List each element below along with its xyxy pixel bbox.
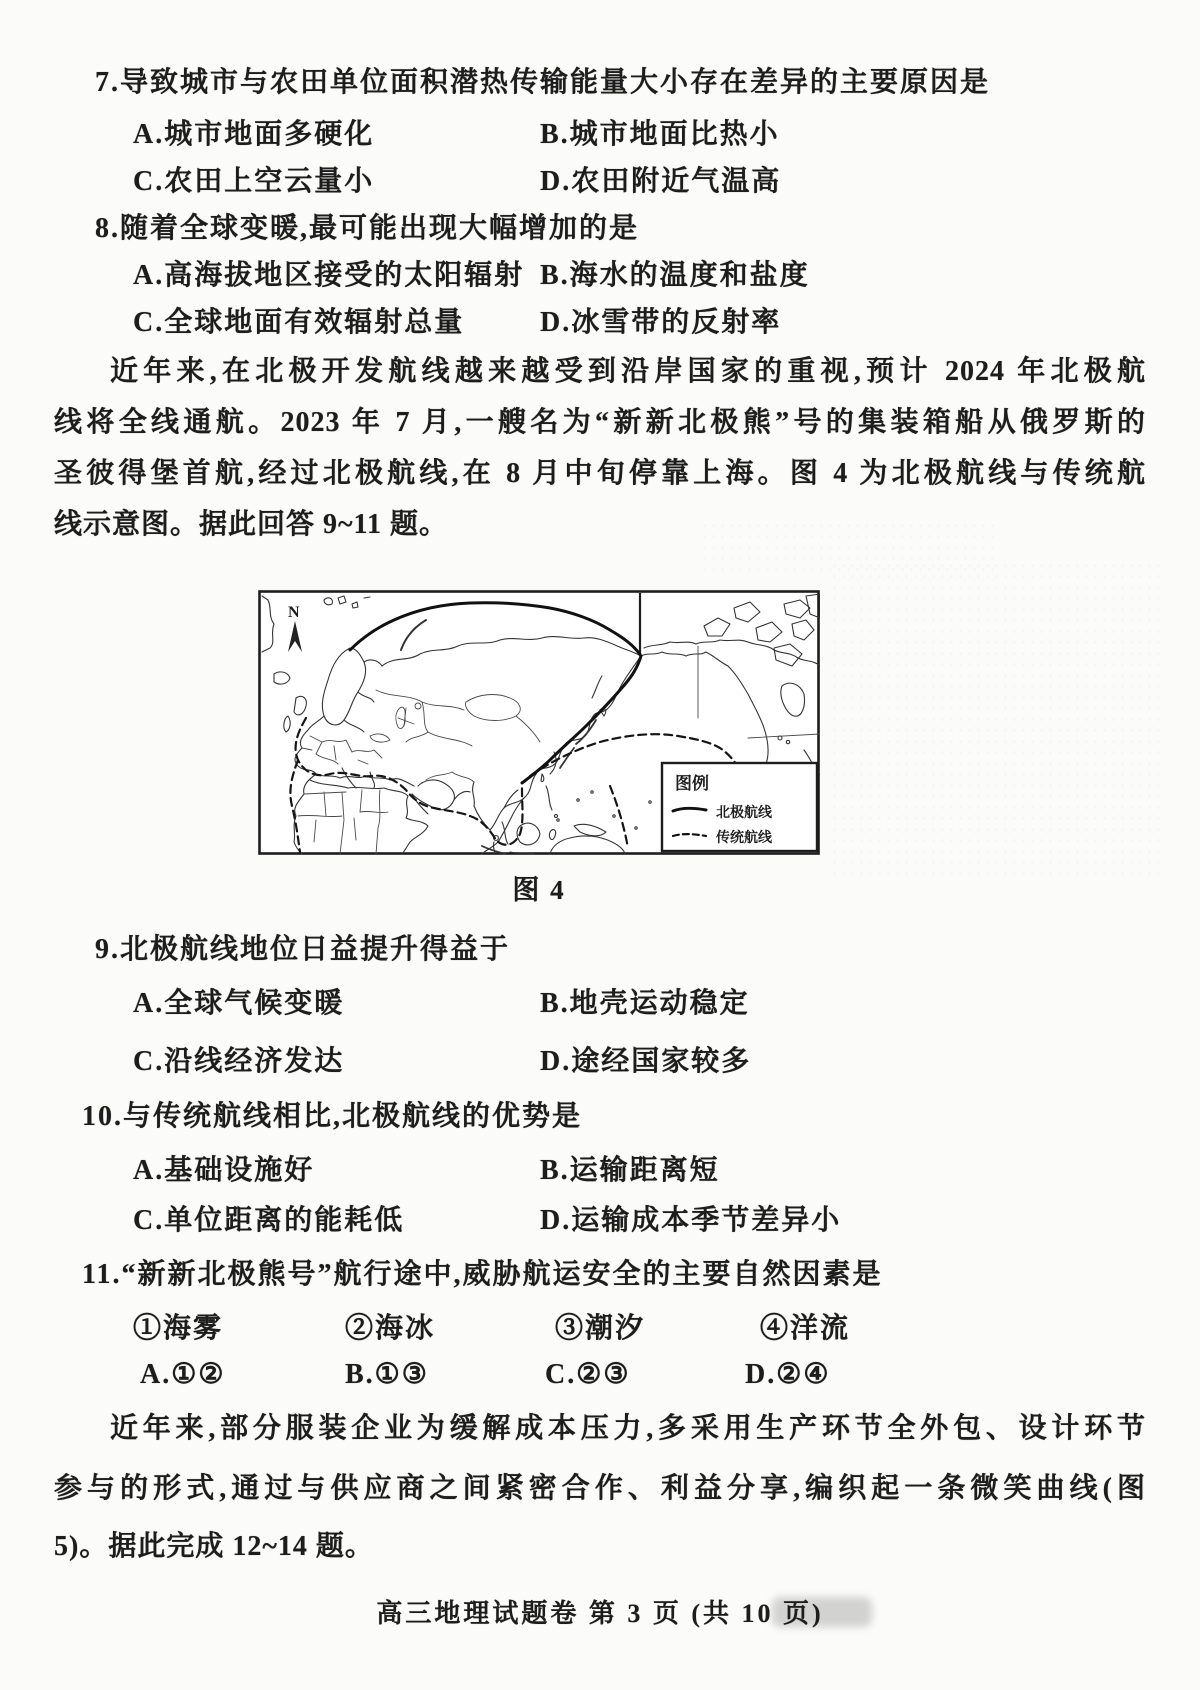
q8-option-b: B.海水的温度和盐度 <box>540 260 810 291</box>
q8-option-a: A.高海拔地区接受的太阳辐射 <box>133 260 525 291</box>
q11-item-1: ①海雾 <box>133 1313 224 1344</box>
arctic-passage-line-3: 圣彼得堡首航,经过北极航线,在 8 月中旬停靠上海。图 4 为北极航线与传统航 <box>54 458 1146 489</box>
arctic-passage-line-1: 近年来,在北极开发航线越来越受到沿岸国家的重视,预计 2024 年北极航 <box>110 356 1146 387</box>
compass-n-label: N <box>288 604 300 621</box>
q11-option-c: C.②③ <box>545 1359 631 1390</box>
q7-option-b: B.城市地面比热小 <box>540 119 780 150</box>
figure-4-caption: 图 4 <box>512 875 566 905</box>
q11-item-3: ③潮汐 <box>555 1313 646 1344</box>
legend-arctic-label: 北极航线 <box>716 806 772 821</box>
q9-option-b: B.地壳运动稳定 <box>540 988 750 1019</box>
question-10-stem: 10.与传统航线相比,北极航线的优势是 <box>82 1101 583 1132</box>
world-routes-map-svg <box>258 590 820 855</box>
question-7-stem: 7.导致城市与农田单位面积潜热传输能量大小存在差异的主要原因是 <box>95 67 991 98</box>
q8-option-d: D.冰雪带的反射率 <box>540 307 782 338</box>
question-8-stem: 8.随着全球变暖,最可能出现大幅增加的是 <box>95 213 640 244</box>
q8-option-c: C.全球地面有效辐射总量 <box>133 307 465 338</box>
q10-option-d: D.运输成本季节差异小 <box>540 1205 842 1236</box>
question-11-stem: 11.“新新北极熊号”航行途中,威胁航运安全的主要自然因素是 <box>82 1259 883 1290</box>
arctic-passage-line-2: 线将全线通航。2023 年 7 月,一艘名为“新新北极熊”号的集装箱船从俄罗斯的 <box>54 407 1146 438</box>
legend-traditional-label: 传统航线 <box>716 831 772 846</box>
q11-item-2: ②海冰 <box>345 1313 436 1344</box>
smile-passage-line-3: 5)。据此完成 12~14 题。 <box>54 1531 374 1562</box>
q7-option-d: D.农田附近气温高 <box>540 166 782 197</box>
q9-option-a: A.全球气候变暖 <box>133 988 345 1019</box>
scan-artifact <box>830 560 1160 880</box>
q7-option-c: C.农田上空云量小 <box>133 166 375 197</box>
q10-option-a: A.基础设施好 <box>133 1155 315 1186</box>
q10-option-c: C.单位距离的能耗低 <box>133 1205 405 1236</box>
q11-item-4: ④洋流 <box>760 1313 851 1344</box>
q11-option-d: D.②④ <box>745 1359 831 1390</box>
page-footer: 高三地理试题卷 第 3 页 (共 10 页) <box>376 1599 824 1628</box>
smile-passage-line-1: 近年来,部分服装企业为缓解成本压力,多采用生产环节全外包、设计环节 <box>110 1413 1146 1444</box>
q7-option-a: A.城市地面多硬化 <box>133 119 375 150</box>
q9-option-d: D.途经国家较多 <box>540 1046 752 1077</box>
arctic-passage-line-4: 线示意图。据此回答 9~11 题。 <box>54 509 449 540</box>
figure-4-map <box>258 590 820 855</box>
legend-title: 图例 <box>675 774 709 793</box>
q10-option-b: B.运输距离短 <box>540 1155 720 1186</box>
q11-option-b: B.①③ <box>345 1359 429 1390</box>
smile-passage-line-2: 参与的形式,通过与供应商之间紧密合作、利益分享,编织起一条微笑曲线(图 <box>54 1473 1146 1504</box>
q11-option-a: A.①② <box>140 1359 226 1390</box>
question-9-stem: 9.北极航线地位日益提升得益于 <box>95 934 511 965</box>
legend-box <box>662 763 817 851</box>
q9-option-c: C.沿线经济发达 <box>133 1046 345 1077</box>
